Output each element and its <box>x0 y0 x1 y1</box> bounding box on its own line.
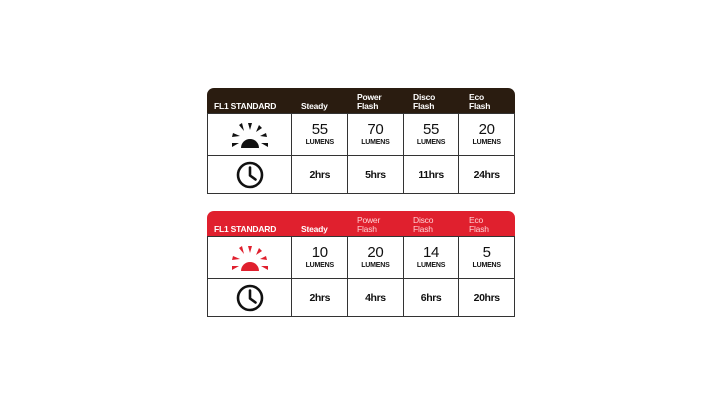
lumens-value: 55 <box>423 121 440 138</box>
runtime-icon-cell <box>208 279 291 316</box>
runtime-icon-cell <box>208 156 291 193</box>
mode-steady-header <box>291 102 347 113</box>
runtime-row <box>208 155 514 193</box>
rear-light-spec-table <box>207 211 515 317</box>
table-header <box>207 211 515 236</box>
brightness-cell <box>208 114 291 155</box>
runtime-cell <box>403 156 459 193</box>
runtime-value: 24hrs <box>473 168 500 181</box>
runtime-value: 2hrs <box>309 291 331 304</box>
runtime-cell <box>458 156 514 193</box>
mode-label: Flash <box>469 101 491 111</box>
lumens-cell <box>347 237 403 278</box>
runtime-cell <box>403 279 459 316</box>
lumens-value: 14 <box>423 244 440 261</box>
sun-burst-icon <box>226 244 274 272</box>
runtime-value: 2hrs <box>309 168 331 181</box>
lumens-unit: LUMENS <box>305 139 334 146</box>
runtime-value: 6hrs <box>420 291 442 304</box>
runtime-cell <box>291 156 347 193</box>
spec-grid <box>207 113 515 194</box>
mode-disco-flash-header <box>403 93 459 113</box>
lumens-unit: LUMENS <box>472 139 501 146</box>
runtime-cell <box>347 156 403 193</box>
runtime-value: 5hrs <box>365 168 386 181</box>
mode-label: Disco <box>413 92 436 102</box>
runtime-value: 11hrs <box>418 168 444 181</box>
lumens-row <box>208 236 514 278</box>
model-name: FL1 STANDARD <box>214 224 277 234</box>
clock-icon <box>235 283 265 313</box>
lumens-unit: LUMENS <box>416 139 446 146</box>
runtime-cell <box>347 279 403 316</box>
lumens-unit: LUMENS <box>305 262 334 269</box>
lumens-unit: LUMENS <box>416 262 446 269</box>
mode-label: Eco <box>469 92 484 102</box>
lumens-row <box>208 113 514 155</box>
front-light-spec-table <box>207 88 515 194</box>
mode-eco-flash-header <box>459 93 515 113</box>
lumens-cell <box>458 114 514 155</box>
lumens-value: 70 <box>367 121 384 138</box>
mode-power-flash-header <box>347 216 403 236</box>
mode-disco-flash-header <box>403 216 459 236</box>
clock-icon <box>235 160 265 190</box>
sun-burst-icon <box>226 121 274 149</box>
lumens-cell <box>347 114 403 155</box>
lumens-value: 20 <box>367 244 384 261</box>
lumens-cell <box>403 237 459 278</box>
lumens-cell <box>403 114 459 155</box>
runtime-cell <box>291 279 347 316</box>
lumens-cell <box>291 237 347 278</box>
runtime-value: 4hrs <box>365 291 386 304</box>
mode-label: Flash <box>357 224 377 234</box>
mode-eco-flash-header <box>459 216 515 236</box>
lumens-value: 10 <box>311 244 328 261</box>
mode-label: Flash <box>413 224 433 234</box>
lumens-cell <box>458 237 514 278</box>
lumens-value: 20 <box>478 121 495 138</box>
mode-label: Power <box>357 215 381 225</box>
lumens-value: 55 <box>311 121 328 138</box>
runtime-value: 20hrs <box>473 291 500 304</box>
mode-steady-header <box>291 225 347 236</box>
lumens-cell <box>291 114 347 155</box>
mode-label: Flash <box>413 101 435 111</box>
mode-label: Eco <box>469 215 484 225</box>
mode-label: Power <box>357 92 382 102</box>
mode-label: Flash <box>469 224 489 234</box>
lumens-unit: LUMENS <box>361 262 390 269</box>
lumens-unit: LUMENS <box>472 262 501 269</box>
lumens-unit: LUMENS <box>361 139 390 146</box>
table-header <box>207 88 515 113</box>
mode-label: Steady <box>301 101 328 111</box>
mode-power-flash-header <box>347 93 403 113</box>
mode-label: Disco <box>413 215 434 225</box>
brightness-cell <box>208 237 291 278</box>
runtime-cell <box>458 279 514 316</box>
mode-label: Flash <box>357 101 379 111</box>
spec-grid <box>207 236 515 317</box>
mode-label: Steady <box>301 224 328 234</box>
lumens-value: 5 <box>482 244 491 261</box>
runtime-row <box>208 278 514 316</box>
model-name: FL1 STANDARD <box>214 101 277 111</box>
